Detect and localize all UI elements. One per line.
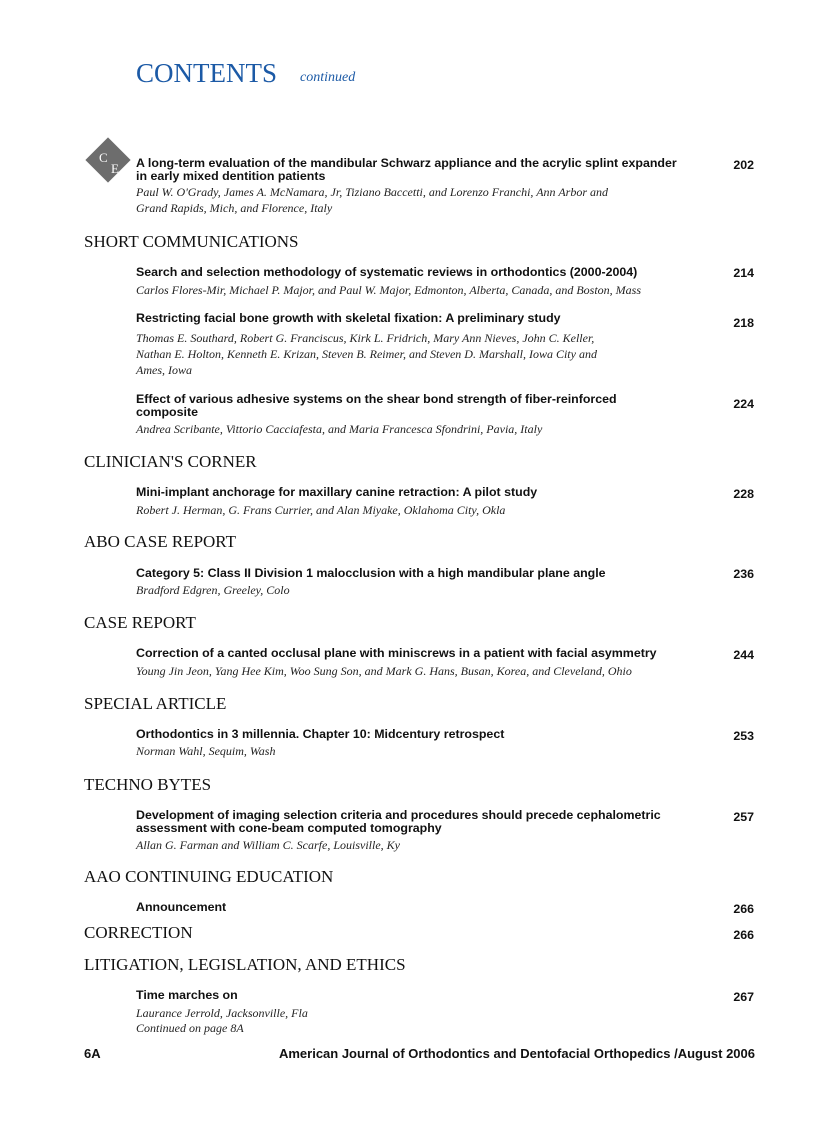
- entry-title[interactable]: Correction of a canted occlusal plane with miniscrews in a patient with facial asymmetry: [136, 646, 657, 660]
- entry-title[interactable]: Mini-implant anchorage for maxillary canine retraction: A pilot study: [136, 485, 538, 499]
- entry-page-number: 218: [733, 316, 754, 330]
- entry-authors: Paul W. O'Grady, James A. McNamara, Jr, Tiziano Baccetti, and Lorenzo Franchi, Ann Arbor and: [136, 185, 609, 199]
- entry-authors: Norman Wahl, Sequim, Wash: [136, 744, 276, 758]
- entry-authors: Allan G. Farman and William C. Scarfe, Louisville, Ky: [136, 838, 400, 852]
- section-heading: CLINICIAN'S CORNER: [84, 452, 257, 471]
- entry-page-number: 253: [733, 729, 754, 743]
- entry-authors: Bradford Edgren, Greeley, Colo: [136, 583, 290, 597]
- entry-page-number: 214: [733, 266, 754, 280]
- section-heading: ABO CASE REPORT: [84, 532, 237, 551]
- footer-page-number: 6A: [84, 1046, 101, 1061]
- section-heading: TECHNO BYTES: [84, 775, 212, 794]
- entry-authors: Young Jin Jeon, Yang Hee Kim, Woo Sung Son, and Mark G. Hans, Busan, Korea, and Cleveland, Ohio: [136, 664, 632, 678]
- section-heading: CORRECTION: [84, 923, 193, 942]
- entry-authors: Robert J. Herman, G. Frans Currier, and Alan Miyake, Oklahoma City, Okla: [136, 503, 506, 517]
- entry-title[interactable]: A long-term evaluation of the mandibular Schwarz appliance and the acrylic splint expander: [136, 156, 677, 170]
- entry-authors: Ames, Iowa: [136, 363, 192, 377]
- entry-authors: Andrea Scribante, Vittorio Cacciafesta, and Maria Francesca Sfondrini, Pavia, Italy: [136, 422, 543, 436]
- page-title: CONTENTS: [136, 58, 277, 88]
- entry-title[interactable]: Development of imaging selection criteria and procedures should precede cephalometric: [136, 808, 661, 822]
- entry-authors: Grand Rapids, Mich, and Florence, Italy: [136, 201, 333, 215]
- entry-title[interactable]: assessment with cone-beam computed tomography: [136, 821, 442, 835]
- entry-title[interactable]: Effect of various adhesive systems on the shear bond strength of fiber-reinforced: [136, 392, 617, 406]
- page-subtitle: continued: [300, 70, 356, 85]
- section-heading: AAO CONTINUING EDUCATION: [84, 867, 334, 886]
- entry-page-number: 266: [733, 902, 754, 916]
- entry-page-number: 224: [733, 397, 754, 411]
- entry-title[interactable]: Orthodontics in 3 millennia. Chapter 10: Midcentury retrospect: [136, 727, 505, 741]
- section-heading: LITIGATION, LEGISLATION, AND ETHICS: [84, 955, 406, 974]
- section-page-number: 266: [733, 928, 754, 942]
- entry-title[interactable]: Category 5: Class II Division 1 malocclusion with a high mandibular plane angle: [136, 566, 606, 580]
- entry-page-number: 244: [733, 648, 754, 662]
- entry-authors: Carlos Flores-Mir, Michael P. Major, and Paul W. Major, Edmonton, Alberta, Canada, and Boston, Mass: [136, 283, 642, 297]
- footer-journal: American Journal of Orthodontics and Dentofacial Orthopedics /August 2006: [278, 1046, 755, 1061]
- entry-page-number: 202: [733, 158, 754, 172]
- entry-page-number: 228: [733, 487, 754, 501]
- section-heading: CASE REPORT: [84, 613, 196, 632]
- entry-page-number: 267: [733, 990, 754, 1004]
- continued-note: Continued on page 8A: [136, 1021, 244, 1035]
- section-heading: SPECIAL ARTICLE: [84, 694, 227, 713]
- entry-title[interactable]: composite: [136, 405, 198, 419]
- section-heading: SHORT COMMUNICATIONS: [84, 232, 299, 251]
- entry-title[interactable]: Search and selection methodology of systematic reviews in orthodontics (2000-2004): [136, 265, 638, 279]
- entry-page-number: 236: [733, 567, 754, 581]
- entry-authors: Nathan E. Holton, Kenneth E. Krizan, Steven B. Reimer, and Steven D. Marshall, Iowa City and: [136, 347, 597, 361]
- entry-title[interactable]: Restricting facial bone growth with skeletal fixation: A preliminary study: [136, 311, 561, 325]
- entry-authors: Laurance Jerrold, Jacksonville, Fla: [136, 1006, 308, 1020]
- entry-authors: Thomas E. Southard, Robert G. Franciscus, Kirk L. Fridrich, Mary Ann Nieves, John C. Keller,: [136, 331, 595, 345]
- entry-title[interactable]: in early mixed dentition patients: [136, 169, 326, 183]
- entry-page-number: 257: [733, 810, 754, 824]
- entry-title[interactable]: Announcement: [136, 900, 227, 914]
- entry-title[interactable]: Time marches on: [136, 988, 238, 1002]
